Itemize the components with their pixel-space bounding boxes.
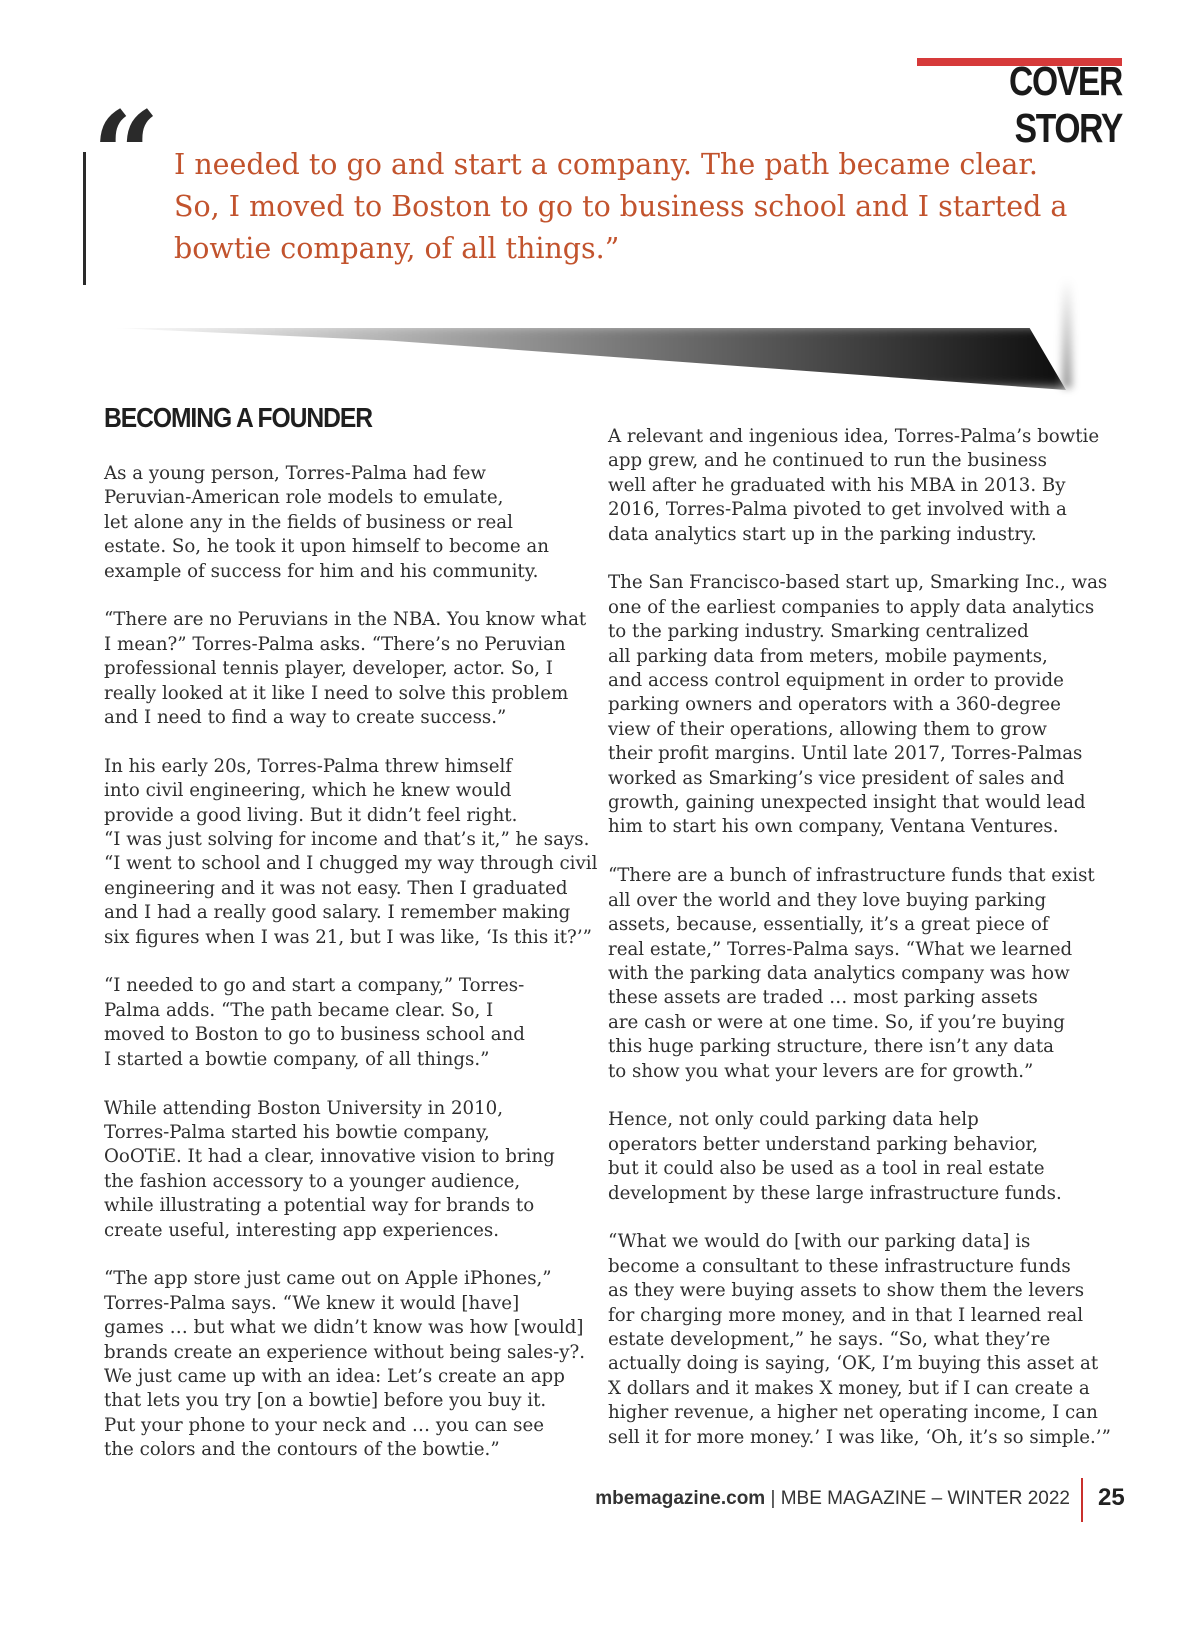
article-line: Torres-Palma says. “We knew it would [have]: [104, 1292, 520, 1314]
article-paragraph: [104, 755, 598, 950]
article-paragraph: [608, 1108, 1088, 1206]
article-line: actually doing is saying, ‘OK, I’m buying this asset at: [608, 1353, 1099, 1375]
article-line: Palma adds. “The path became clear. So, I: [104, 999, 494, 1021]
page-curl-edge: [98, 322, 1064, 328]
article-line: parking owners and operators with a 360-degree: [608, 694, 1061, 716]
article-line: real estate,” Torres-Palma says. “What we learned: [608, 938, 1073, 960]
article-line: “There are a bunch of infrastructure funds that exist: [608, 865, 1095, 887]
article-line: view of their operations, allowing them to grow: [608, 718, 1047, 740]
pull-quote-line: bowtie company, of all things.”: [174, 232, 620, 265]
article-paragraph: [104, 608, 587, 730]
article-paragraph: [608, 1230, 1111, 1450]
page-curl-shadow: [98, 324, 1066, 390]
article-line: create useful, interesting app experiences.: [104, 1219, 500, 1241]
article-line: assets, because, essentially, it’s a great piece of: [608, 914, 1049, 936]
article-line: as they were buying assets to show them the levers: [608, 1280, 1085, 1302]
article-line: become a consultant to these infrastructure funds: [608, 1255, 1071, 1277]
article-line: and access control equipment in order to provide: [608, 670, 1064, 692]
article-paragraph: [608, 571, 1108, 839]
article-line: I mean?” Torres-Palma asks. “There’s no Peruvian: [104, 633, 566, 655]
article-line: this huge parking structure, there isn’t any data: [608, 1036, 1055, 1058]
article-line: well after he graduated with his MBA in 2013. By: [608, 474, 1066, 496]
article-line: worked as Smarking’s vice president of sales and: [608, 767, 1065, 789]
article-line: engineering and it was not easy. Then I graduated: [104, 877, 568, 899]
article-paragraph: [608, 864, 1095, 1084]
article-line: really looked at it like I need to solve this problem: [104, 682, 569, 704]
article-line: 2016, Torres-Palma pivoted to get involved with a: [608, 499, 1067, 521]
page-number: 25: [1098, 1484, 1125, 1511]
article-line: Hence, not only could parking data help: [608, 1109, 979, 1131]
footer-separator: |: [765, 1488, 781, 1509]
article-line: but it could also be used as a tool in real estate: [608, 1158, 1045, 1180]
article-line: are cash or were at one time. So, if you’re buying: [608, 1011, 1065, 1033]
article-paragraph: [104, 1097, 584, 1243]
article-line: all parking data from meters, mobile payments,: [608, 645, 1048, 667]
footer: [560, 1488, 1070, 1510]
article-line: that lets you try [on a bowtie] before you buy it.: [104, 1390, 547, 1412]
open-quote-icon: “: [92, 85, 160, 224]
article-line: In his early 20s, Torres-Palma threw himself: [104, 755, 513, 777]
section-label: COVER STORY: [1008, 58, 1122, 151]
article-line: to show you what your levers are for growth.”: [608, 1060, 1034, 1082]
article-line: OoOTiE. It had a clear, innovative vision to bring: [104, 1146, 555, 1168]
article-line: “I went to school and I chugged my way through civil: [104, 853, 598, 875]
article-line: example of success for him and his community.: [104, 560, 539, 582]
footer-issue: MBE MAGAZINE – WINTER 2022: [780, 1488, 1070, 1509]
article-line: into civil engineering, which he knew would: [104, 780, 512, 802]
article-paragraph: [104, 974, 584, 1072]
article-line: A relevant and ingenious idea, Torres-Palma’s bowtie: [608, 426, 1100, 447]
page-curl-shadow-right: [1062, 278, 1072, 388]
article-line: for charging more money, and in that I learned real: [608, 1304, 1084, 1326]
article-line: “I was just solving for income and that’s it,” he says.: [104, 829, 590, 851]
article-line: estate development,” he says. “So, what they’re: [608, 1328, 1051, 1350]
article-line: professional tennis player, developer, actor. So, I: [104, 658, 553, 680]
article-line: to the parking industry. Smarking centralized: [608, 621, 1029, 643]
pull-quote: [174, 144, 1114, 270]
article-line: We just came up with an idea: Let’s create an app: [104, 1365, 565, 1387]
article-line: all over the world and they love buying parking: [608, 889, 1047, 911]
article-line: six figures when I was 21, but I was like, ‘Is this it?’”: [104, 926, 592, 948]
article-line: “The app store just came out on Apple iPhones,”: [104, 1268, 552, 1290]
article-line: Torres-Palma started his bowtie company,: [104, 1121, 490, 1143]
article-right-column: [608, 425, 1111, 1474]
article-line: data analytics start up in the parking industry.: [608, 523, 1037, 545]
article-line: him to start his own company, Ventana Ventures.: [608, 816, 1059, 838]
section-heading: BECOMING A FOUNDER: [104, 402, 373, 433]
article-left-column: [104, 462, 598, 1487]
article-paragraph: [104, 1267, 584, 1462]
article-line: The San Francisco-based start up, Smarking Inc., was: [608, 572, 1108, 594]
footer-site: mbemagazine.com: [595, 1488, 766, 1509]
pull-quote-line: I needed to go and start a company. The path became clear.: [174, 148, 1038, 181]
article-line: higher revenue, a higher net operating income, I can: [608, 1402, 1098, 1424]
article-line: moved to Boston to go to business school and: [104, 1024, 525, 1046]
article-line: app grew, and he continued to run the business: [608, 450, 1047, 472]
article-line: these assets are traded … most parking assets: [608, 987, 1038, 1009]
article-line: and I need to find a way to create success.”: [104, 707, 507, 729]
article-line: “I needed to go and start a company,” Torres-: [104, 975, 525, 997]
article-line: their profit margins. Until late 2017, Torres-Palmas: [608, 743, 1083, 765]
article-line: games … but what we didn’t know was how [would]: [104, 1317, 584, 1339]
pull-quote-bar: [83, 152, 86, 285]
article-line: X dollars and it makes X money, but if I can create a: [608, 1377, 1090, 1399]
article-line: As a young person, Torres-Palma had few: [104, 463, 486, 484]
article-line: and I had a really good salary. I remember making: [104, 902, 571, 924]
article-paragraph: [608, 425, 1100, 547]
article-line: “What we would do [with our parking data] is: [608, 1231, 1031, 1253]
article-line: the fashion accessory to a younger audience,: [104, 1170, 521, 1192]
article-line: one of the earliest companies to apply data analytics: [608, 596, 1095, 618]
article-line: I started a bowtie company, of all things.”: [104, 1048, 490, 1070]
article-line: growth, gaining unexpected insight that would lead: [608, 792, 1086, 814]
pull-quote-line: So, I moved to Boston to go to business school and I started a: [174, 190, 1068, 223]
article-line: with the parking data analytics company was how: [608, 962, 1070, 984]
article-line: Peruvian-American role models to emulate,: [104, 487, 504, 509]
article-paragraph: [104, 462, 584, 584]
footer-rule: [1081, 1478, 1083, 1522]
article-line: estate. So, he took it upon himself to become an: [104, 536, 549, 558]
article-line: operators better understand parking behavior,: [608, 1133, 1039, 1155]
article-line: sell it for more money.’ I was like, ‘Oh, it’s so simple.’”: [608, 1426, 1111, 1448]
article-line: while illustrating a potential way for brands to: [104, 1195, 535, 1217]
article-line: brands create an experience without being sales-y?.: [104, 1341, 586, 1363]
article-line: While attending Boston University in 2010,: [104, 1097, 504, 1119]
article-line: development by these large infrastructure funds.: [608, 1182, 1062, 1204]
article-line: provide a good living. But it didn’t feel right.: [104, 804, 518, 826]
article-line: “There are no Peruvians in the NBA. You know what: [104, 609, 587, 631]
article-line: the colors and the contours of the bowtie.”: [104, 1439, 500, 1461]
article-line: Put your phone to your neck and … you can see: [104, 1414, 544, 1436]
article-line: let alone any in the fields of business or real: [104, 511, 513, 533]
